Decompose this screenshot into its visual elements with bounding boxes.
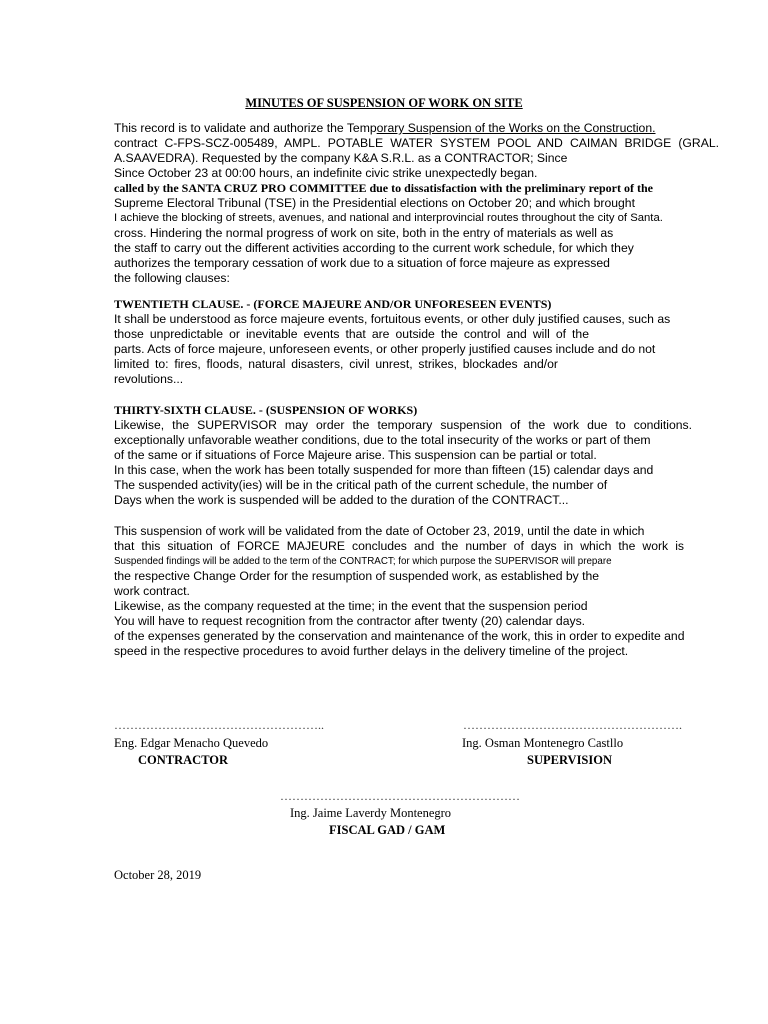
text-line: called by the SANTA CRUZ PRO COMMITTEE due to dissatisfaction with the preliminary report of the: [114, 181, 653, 195]
text-line: the following clauses:: [114, 271, 230, 285]
document-date: October 28, 2019: [114, 868, 202, 882]
text-line: Since October 23 at 00:00 hours, an indefinite civic strike unexpectedly began.: [114, 166, 538, 180]
text-line: Likewise, the SUPERVISOR may order the temporary suspension of the work due to conditions.: [114, 418, 692, 432]
text-line: contract C-FPS-SCZ-005489, AMPL. POTABLE WATER SYSTEM POOL AND CAIMAN BRIDGE (GRAL.: [114, 136, 719, 150]
text-line: cross. Hindering the normal progress of work on site, both in the entry of materials as well as: [114, 226, 614, 240]
text-line: You will have to request recognition from the contractor after twenty (20) calendar days.: [114, 614, 586, 628]
text-line: It shall be understood as force majeure events, fortuitous events, or other duly justified causes, such as: [114, 312, 671, 326]
text-line: Days when the work is suspended will be added to the duration of the CONTRACT...: [114, 493, 569, 507]
text-line: This suspension of work will be validated from the date of October 23, 2019, until the date in which: [114, 524, 645, 538]
clause-twentieth: [114, 297, 719, 387]
signatory-role-contractor: CONTRACTOR: [138, 753, 229, 767]
text-span: This record is to validate and authorize the Temp: [114, 121, 377, 135]
signatory-name-supervision: Ing. Osman Montenegro Castllo: [462, 736, 624, 750]
clause-heading: TWENTIETH CLAUSE. - (FORCE MAJEURE AND/OR UNFORESEEN EVENTS): [114, 297, 552, 311]
text-line: work contract.: [114, 584, 190, 598]
text-line: exceptionally unfavorable weather conditions, due to the total insecurity of the works or part of them: [114, 433, 651, 447]
text-line: Suspended findings will be added to the term of the CONTRACT; for which purpose the SUPERVISOR will prepare: [114, 556, 612, 567]
signature-line-supervision: ……………………………………………….: [463, 718, 682, 732]
signatory-name-fiscal: Ing. Jaime Laverdy Montenegro: [290, 806, 452, 820]
text-line: speed in the respective procedures to avoid further delays in the delivery timeline of the project.: [114, 644, 629, 658]
clause-thirty-sixth: [114, 403, 719, 508]
signatory-name-contractor: Eng. Edgar Menacho Quevedo: [114, 736, 269, 750]
text-line: Likewise, as the company requested at the time; in the event that the suspension period: [114, 599, 588, 613]
page-title: MINUTES OF SUSPENSION OF WORK ON SITE: [245, 96, 523, 110]
text-line: parts. Acts of force majeure, unforeseen events, or other properly justified causes include and do not: [114, 342, 656, 356]
text-line: of the expenses generated by the conservation and maintenance of the work, this in order to expedite and: [114, 629, 685, 643]
text-line: of the same or if situations of Force Majeure arise. This suspension can be partial or total.: [114, 448, 597, 462]
text-line: those unpredictable or inevitable events that are outside the control and will of the: [114, 327, 589, 341]
underlined-text: orary Suspension of the Works on the Construction.: [376, 121, 656, 135]
text-line: A.SAAVEDRA). Requested by the company K&A S.R.L. as a CONTRACTOR; Since: [114, 151, 568, 165]
signature-line-contractor: ……………………………………………..: [114, 718, 324, 732]
text-line: limited to: fires, floods, natural disasters, civil unrest, strikes, blockades and/or: [114, 357, 558, 371]
text-line: that this situation of FORCE MAJEURE concludes and the number of days in which the work is: [114, 539, 684, 553]
text-line: the staff to carry out the different activities according to the current work schedule, for which they: [114, 241, 634, 255]
text-line: revolutions...: [114, 372, 184, 386]
clause-heading: THIRTY-SIXTH CLAUSE. - (SUSPENSION OF WORKS): [114, 403, 418, 417]
signatory-role-supervision: SUPERVISION: [527, 753, 612, 767]
text-line: authorizes the temporary cessation of work due to a situation of force majeure as expressed: [114, 256, 610, 270]
signatory-role-fiscal: FISCAL GAD / GAM: [329, 823, 446, 837]
text-line: Supreme Electoral Tribunal (TSE) in the Presidential elections on October 20; and which brought: [114, 196, 635, 210]
text-line: In this case, when the work has been totally suspended for more than fifteen (15) calendar days and: [114, 463, 654, 477]
intro-paragraph: [114, 121, 719, 286]
text-line: The suspended activity(ies) will be in the critical path of the current schedule, the number of: [114, 478, 608, 492]
signature-line-fiscal: ……………………………………………………: [280, 789, 520, 803]
closing-paragraph: [114, 524, 719, 659]
text-line: I achieve the blocking of streets, avenues, and national and interprovincial routes throughout the city of Santa.: [114, 212, 663, 224]
text-line: [114, 121, 719, 136]
text-line: the respective Change Order for the resumption of suspended work, as established by the: [114, 569, 600, 583]
